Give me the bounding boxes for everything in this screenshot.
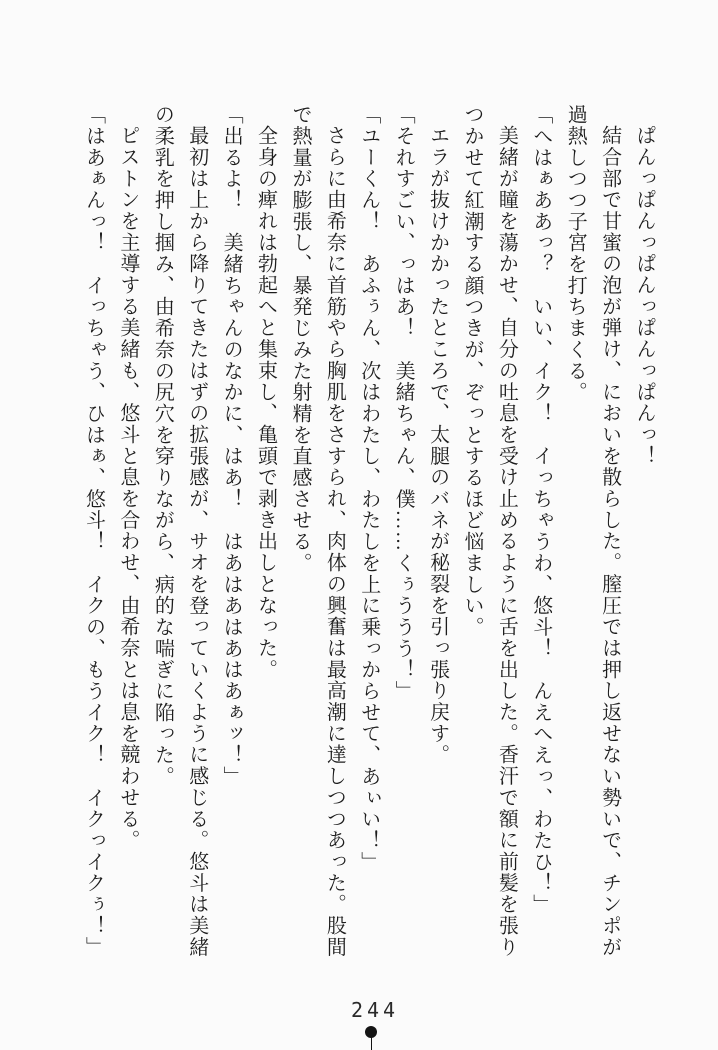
position-marker: [364, 1026, 378, 1050]
paragraph-dialogue: 「出るよ！ 美緒ちゃんのなかに、はあ！ はあはあはあはあぁッ！」: [220, 104, 243, 788]
paragraph: さらに由希奈に首筋やら胸肌をさすられ、肉体の興奮は最高潮に達しつつあった。股間で熱量が膨張し、暴発じみた射精を直感させる。: [288, 104, 346, 959]
page-text: [76, 104, 661, 960]
paragraph: 結合部で甘蜜の泡が弾け、においを散らした。膣圧では押し返せない勢いで、チンポが過熱しつつ子宮を打ちまくる。: [564, 104, 621, 959]
paragraph-dialogue: 「はあぁんっ！ イっちゃう、ひはぁ、悠斗！ イクの、もうイク！ イクっイクぅ！」: [82, 104, 105, 958]
paragraph-dialogue: 「へはぁああっ？ いい、イク！ イっちゃうわ、悠斗！ んえへえっ、わたひ！」: [529, 104, 552, 916]
paragraph: 美緒が瞳を蕩かせ、自分の吐息を受け止めるように舌を出した。香汗で額に前髪を張りつかせて紅潮する顔つきが、ぞっとするほど悩ましい。: [460, 104, 518, 959]
marker-stem: [371, 1036, 373, 1050]
paragraph: エラが抜けかかったところで、太腿のバネが秘裂を引っ張り戻す。: [426, 125, 449, 766]
paragraph-dialogue: 「ユーくん！ あふぅん、次はわたし、わたしを上に乗っからせて、あぃい！」: [357, 104, 380, 873]
paragraph: 最初は上から降りてきたはずの拡張感が、サオを登っていくように感じる。悠斗は美緒の柔乳を押し掴み、由希奈の尻穴を穿りながら、病的な喘ぎに陥った。: [151, 104, 208, 959]
paragraph: 全身の痺れは勃起へと集束し、亀頭で剥き出しとなった。: [254, 125, 277, 681]
paragraph: ぱんっぱんっぱんっぱんっぱんっ！: [633, 125, 655, 467]
paragraph-dialogue: 「それすごい、っはあ！ 美緒ちゃん、僕……くぅううう！」: [392, 104, 415, 702]
paragraph: ピストンを主導する美緒も、悠斗と息を合わせ、由希奈とは息を競わせる。: [116, 125, 139, 852]
page-number: 244: [350, 998, 400, 1022]
